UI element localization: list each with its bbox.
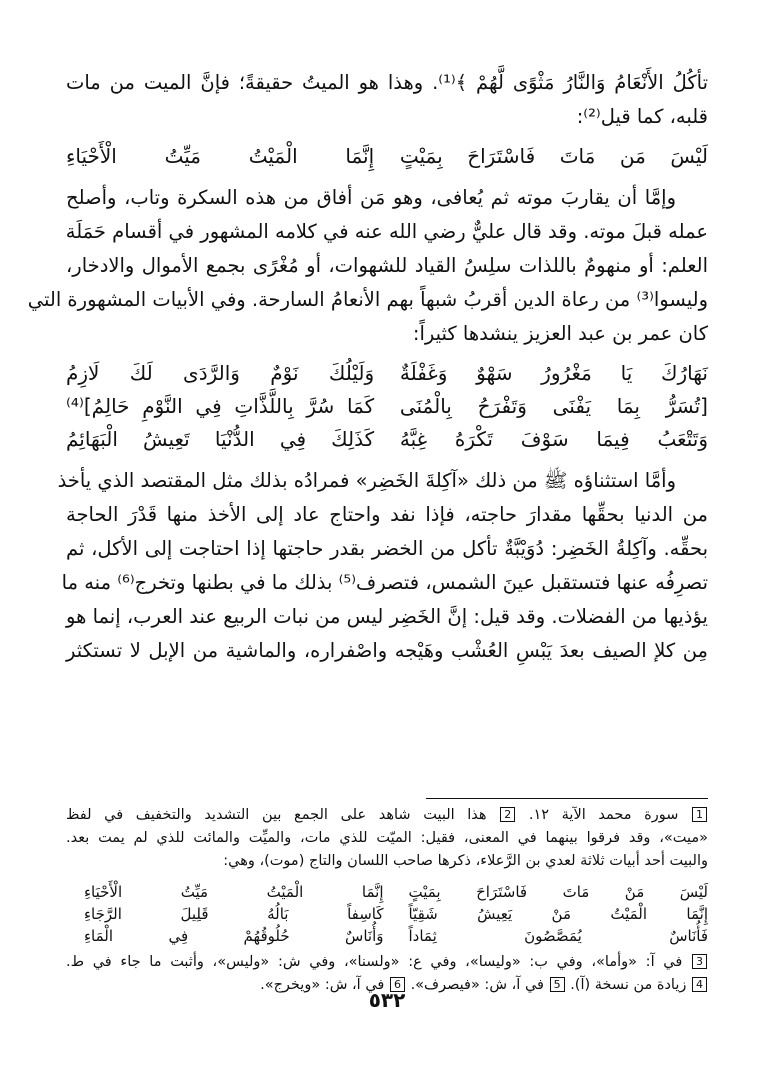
footnote-5-text: في آ، ش: «فيصرف». bbox=[410, 977, 544, 993]
text-line: وليسوا⁽³⁾ من رعاة الدين أقربُ شبهاً بهم الأنعامُ السارحة. وفي الأبيات المشهورة التي bbox=[27, 288, 708, 311]
footnotes bbox=[66, 804, 708, 997]
footnote-number: 1 bbox=[692, 807, 707, 822]
text-line: وإمَّا أن يقاربَ موته ثم يُعافى، وهو مَن أفاق من هذه السكرة وتاب، وأصلح bbox=[66, 186, 676, 209]
verse-line bbox=[66, 357, 708, 390]
footnote-number: 5 bbox=[550, 977, 565, 992]
verse-second-hemistich: إِنَّمَا الْمَيْتُ مَيِّتُ الْأَحْيَاءِ bbox=[84, 883, 384, 901]
verse-line bbox=[66, 140, 708, 173]
footnote-1-text: سورة محمد الآية ١٢. bbox=[528, 807, 679, 823]
footnote-verse bbox=[66, 925, 708, 947]
verse-first-hemistich: لَيْسَ مَن مَاتَ فَاسْتَرَاحَ بِمَيْتٍ bbox=[399, 144, 708, 168]
verse-second-hemistich: كَذَلِكَ فِي الدُّنْيَا تَعِيشُ الْبَهَائِمُ bbox=[66, 427, 375, 451]
verse-second-hemistich: كَاسِفاً بَالُهُ قَلِيلَ الرَّجَاءِ bbox=[84, 905, 384, 923]
verse-first-hemistich: [تُسَرُّ بِمَا يَفْنَى وَتَفْرَحُ بِالْمُنَى bbox=[399, 394, 708, 418]
poem-2 bbox=[66, 357, 708, 456]
verse-second-hemistich: وَلَيْلُكَ نَوْمٌ وَالرَّدَى لَكَ لَازِمُ bbox=[66, 361, 375, 385]
verse-first-hemistich: لَيْسَ مَنْ مَاتَ فَاسْتَرَاحَ بِمَيْتٍ bbox=[408, 883, 708, 901]
text-line: العلم: أو منهومٌ باللذات سلِسُ القياد للشهوات، أو مُغْرًى بجمع الأموال والادخار، bbox=[66, 254, 708, 277]
verse-second-hemistich: كَمَا سُرَّ بِاللَّذَّاتِ فِي النَّوْمِ حَالِمُ]⁽⁴⁾ bbox=[66, 394, 375, 418]
footnote-number: 3 bbox=[692, 954, 707, 969]
text-line: من الدنيا بحقِّها مقدارَ حاجته، فإذا نفد واحتاج عاد إلى الأخذ منها قَدْرَ الحاجة bbox=[66, 503, 708, 526]
footnote-4-text: زيادة من نسخة (آ). bbox=[570, 977, 687, 993]
footnote-divider bbox=[426, 798, 708, 799]
text-line: عمله قبلَ موته. وقد قال عليٌّ رضي الله عنه في كلامه المشهور في أقسام حَمَلَة bbox=[65, 220, 708, 243]
footnote-number: 6 bbox=[390, 977, 405, 992]
verse-second-hemistich: إِنَّمَا الْمَيْتُ مَيِّتُ الْأَحْيَاءِ bbox=[66, 144, 375, 168]
footnote-2-text: هذا البيت شاهد على الجمع بين التشديد والتخفيف في لفظ bbox=[66, 807, 487, 823]
verse-line bbox=[66, 423, 708, 456]
text-line: يؤذيها من الفضلات. وقد قيل: إنَّ الخَضِر ليس من نبات الربيع عند العرب، إنما هو bbox=[66, 605, 708, 628]
text-line: كان عمر بن عبد العزيز ينشدها كثيراً: bbox=[412, 322, 708, 345]
footnote-line bbox=[66, 804, 708, 827]
footnote-line bbox=[66, 951, 708, 974]
text-line: تصرِفُه عنها فتستقبل عينَ الشمس، فتصرف⁽⁵⁾ بذلك ما في بطنها وتخرج⁽⁶⁾ منه ما bbox=[61, 571, 708, 594]
text-line: مِن كلإ الصيف بعدَ يَبْسِ العُشْب وهَيْجه واصْفراره، والماشية من الإبل لا تستكثر bbox=[66, 639, 708, 662]
verse-first-hemistich: نَهَارُكَ يَا مَغْرُورُ سَهْوٌ وَغَفْلَةٌ bbox=[399, 361, 708, 385]
page-body bbox=[27, 66, 708, 1069]
footnote-number: 4 bbox=[692, 977, 707, 992]
footnote-number: 2 bbox=[500, 807, 515, 822]
poem-1 bbox=[66, 140, 708, 173]
page-number: ٥٣٢ bbox=[368, 988, 406, 1012]
verse-first-hemistich: إِنَّمَا الْمَيْتُ مَنْ يَعِيشُ شَقِيّاً bbox=[408, 905, 708, 923]
verse-first-hemistich: وَتَتْعَبُ فِيمَا سَوْفَ تَكْرَهُ غِبَّهُ bbox=[399, 427, 708, 451]
text-line: قلبه، كما قيل⁽²⁾: bbox=[576, 105, 708, 128]
footnote-verse bbox=[66, 881, 708, 903]
verse-line bbox=[66, 390, 708, 423]
text-line: تأكُلُ الأَنْعَامُ وَالنَّارُ مَثْوًى لَّهُمْ ﴾⁽¹⁾. وهذا هو الميتُ حقيقةً؛ فإنَّ الميت من مات bbox=[66, 71, 708, 94]
paragraph-2 bbox=[27, 181, 708, 351]
paragraph-1 bbox=[66, 66, 708, 134]
verse-second-hemistich: وَأُنَاسٌ حُلُوقُهُمْ فِي الْمَاءِ bbox=[84, 927, 384, 945]
paragraph-3 bbox=[57, 464, 708, 668]
text-line: وأمَّا استثناؤه ﷺ من ذلك «آكِلةَ الخَضِر» فمرادُه بذلك مثل المقتصد الذي يأخذ bbox=[57, 469, 676, 492]
footnote-verse bbox=[66, 903, 708, 925]
verse-first-hemistich: فَأُنَاسٌ يُمَصَّصُونَ ثِمَاداً bbox=[408, 927, 708, 945]
footnote-6-text: في آ، ش: «ويخرج». bbox=[260, 977, 385, 993]
footnote-line: «ميت»، وقد فرقوا بينهما في المعنى، فقيل: الميّت للذي مات، والميِّت والمائت للذي لم يمت بعد. bbox=[66, 830, 708, 846]
footnote-line: والبيت أحد أبيات ثلاثة لعدي بن الرَّعلاء، ذكرها صاحب اللسان والتاج (موت)، وهي: bbox=[223, 853, 708, 869]
text-line: بحقِّه. وآكِلةُ الخَضِر: دُوَيْبَّةٌ تأكل من الخضر بقدر حاجتها إذا احتاجت إلى الأكل، ثم bbox=[66, 537, 708, 560]
footnote-3-text: في آ: «وأما»، وفي ب: «وليسا»، وفي ع: «ولسنا»، وفي ش: «وليس»، وأثبت ما جاء في ط. bbox=[66, 954, 683, 970]
